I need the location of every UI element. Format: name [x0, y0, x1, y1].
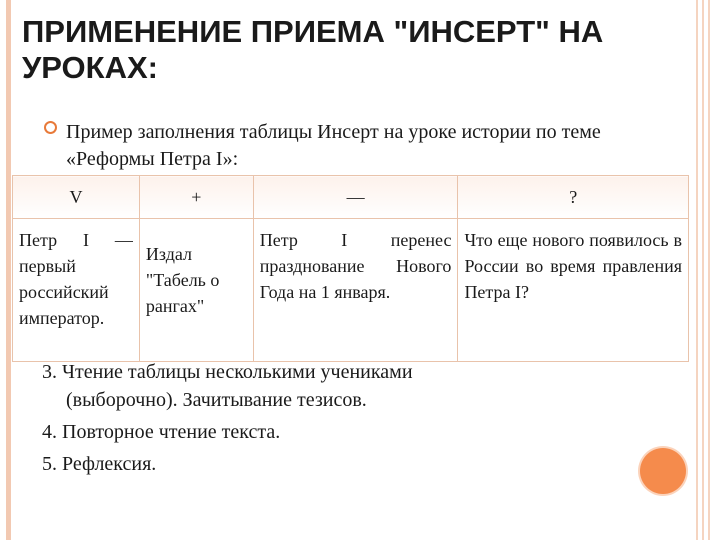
- header-check-mark: V: [13, 176, 140, 219]
- bullet-circle-icon: [44, 121, 57, 134]
- cell-contradicts-text: Петр I перенес празднование Нового Года на 1 января.: [259, 230, 452, 302]
- decorative-orange-circle: [640, 448, 686, 494]
- steps-list: [42, 358, 502, 482]
- insert-table: [12, 175, 689, 362]
- cell-question-text: Что еще нового появилось в России во время правления Петра I?: [464, 230, 682, 302]
- slide-title: ПРИМЕНЕНИЕ ПРИЕМА "ИНСЕРТ" НА УРОКАХ:: [22, 14, 604, 85]
- table-row: [13, 219, 689, 362]
- cell-new: [139, 219, 253, 362]
- list-item: [42, 358, 502, 414]
- cell-new-text: Издал "Табель о рангах": [145, 244, 220, 316]
- cell-contradicts: [253, 219, 458, 362]
- list-item: [42, 450, 502, 478]
- right-decorative-border: [692, 0, 716, 540]
- intro-text: Пример заполнения таблицы Инсерт на уроке истории по теме «Реформы Петра I»:: [66, 121, 601, 170]
- step-4: 4. Повторное чтение текста.: [42, 421, 281, 443]
- cell-question: [458, 219, 689, 362]
- cell-known: [13, 219, 140, 362]
- step-3-line-1: 3. Чтение таблицы несколькими учениками: [42, 361, 413, 383]
- table-header-row: [13, 176, 689, 219]
- cell-known-text: Петр I — первый российский император.: [19, 230, 133, 328]
- list-item: [42, 418, 502, 446]
- header-question: ?: [458, 176, 689, 219]
- step-3-line-2: (выборочно). Зачитывание тезисов.: [66, 389, 367, 411]
- left-decorative-border: [6, 0, 11, 540]
- header-plus: +: [139, 176, 253, 219]
- header-minus: —: [253, 176, 458, 219]
- step-5: 5. Рефлексия.: [42, 453, 157, 475]
